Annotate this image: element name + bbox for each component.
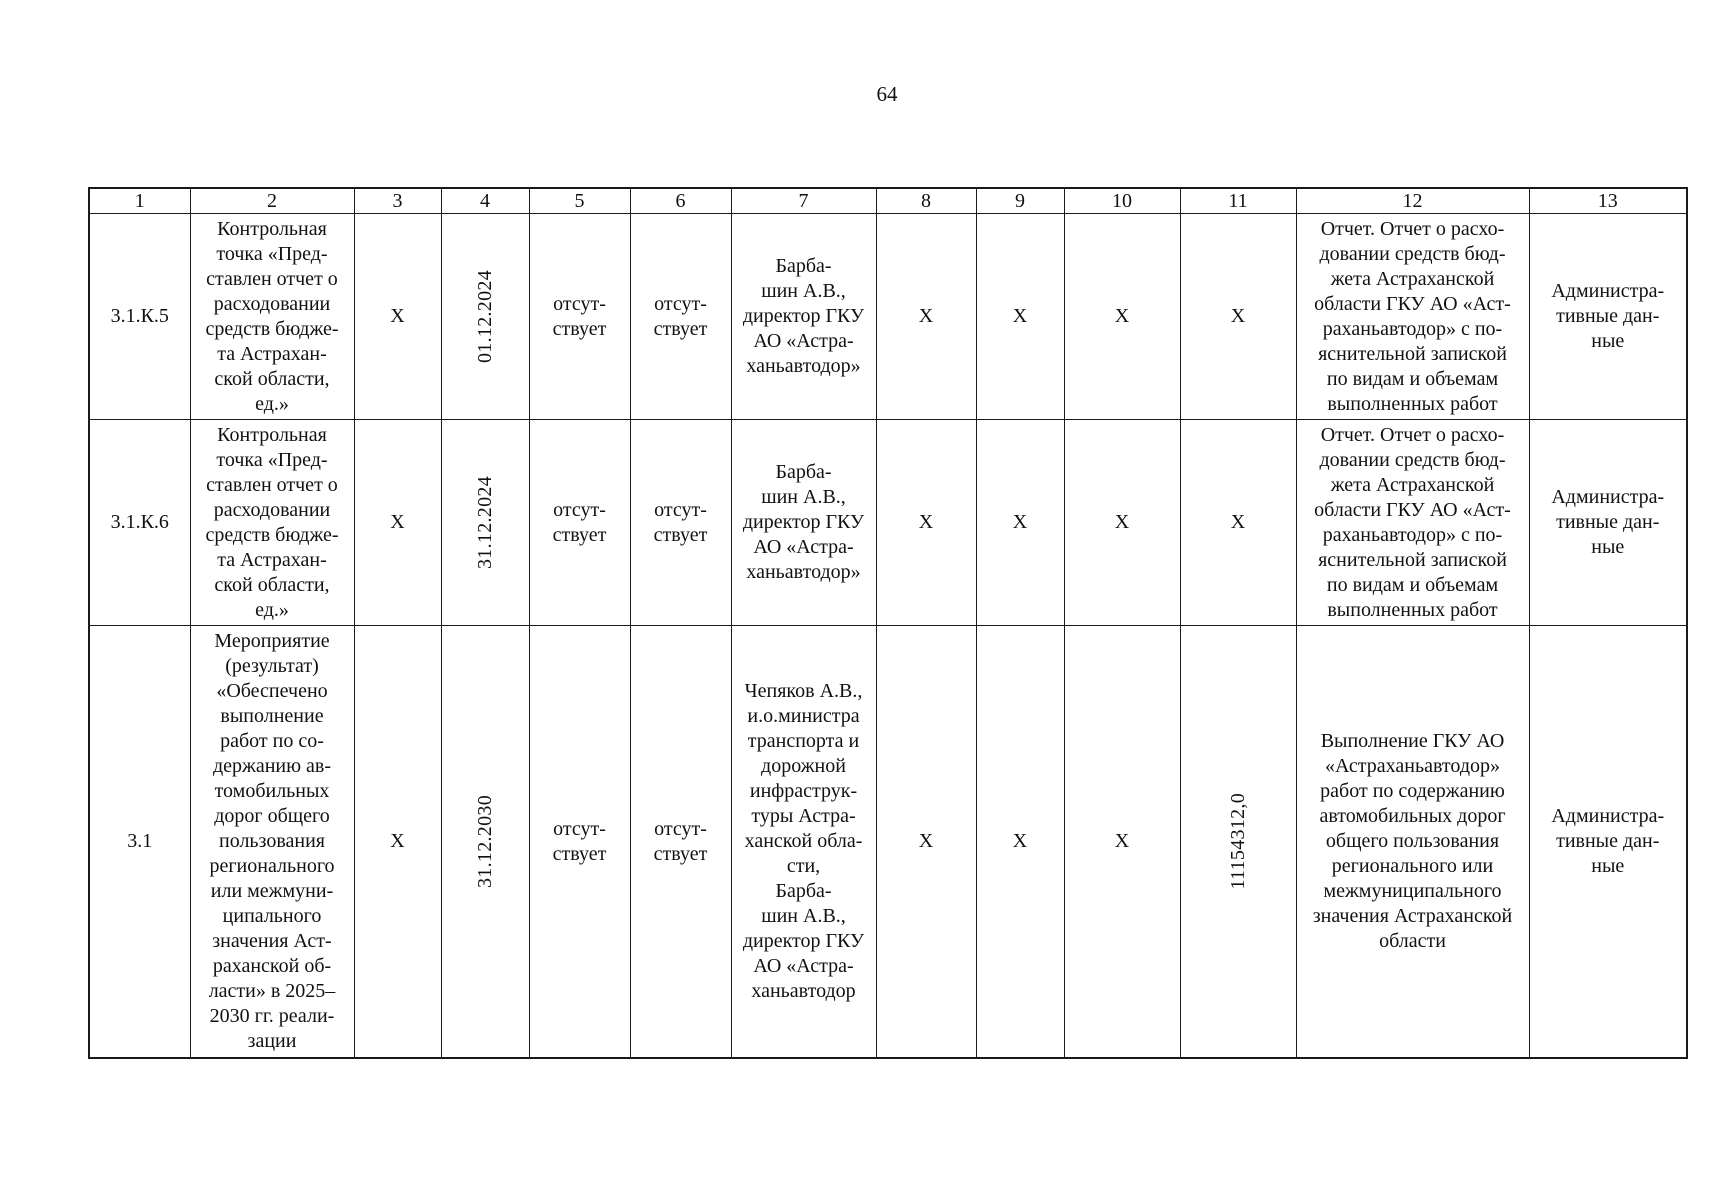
cell-col-3: X xyxy=(354,420,441,626)
date-cell xyxy=(441,214,529,420)
table-row xyxy=(89,214,1687,420)
row-id: 3.1 xyxy=(89,626,190,1059)
date-cell xyxy=(441,626,529,1059)
data-source: Администра- тивные дан- ные xyxy=(1529,420,1687,626)
cell-col-9: X xyxy=(976,214,1064,420)
column-number: 8 xyxy=(876,188,976,214)
responsible-person: Барба- шин А.В., директор ГКУ АО «Астра- ханьавтодор» xyxy=(731,214,876,420)
result-document: Отчет. Отчет о расхо- довании средств бюд- жета Астраханской области ГКУ АО «Аст- раханьавтодор» с по- яснительной запиской по видам и объемам выполненных работ xyxy=(1296,420,1529,626)
cell-col-11: X xyxy=(1180,420,1296,626)
column-number: 10 xyxy=(1064,188,1180,214)
column-number: 12 xyxy=(1296,188,1529,214)
cell-col-3: X xyxy=(354,214,441,420)
cell-col-6: отсут- ствует xyxy=(630,420,731,626)
column-number: 4 xyxy=(441,188,529,214)
checkpoint-name: Контрольная точка «Пред- ставлен отчет о расходовании средств бюдже- та Астрахан- ской области, ед.» xyxy=(190,214,354,420)
date-text: 01.12.2024 xyxy=(473,270,496,363)
column-number: 13 xyxy=(1529,188,1687,214)
data-source: Администра- тивные дан- ные xyxy=(1529,214,1687,420)
cell-col-8: X xyxy=(876,420,976,626)
table-row xyxy=(89,626,1687,1059)
column-number: 2 xyxy=(190,188,354,214)
cell-col-3: X xyxy=(354,626,441,1059)
column-number: 1 xyxy=(89,188,190,214)
column-number: 3 xyxy=(354,188,441,214)
cell-col-6: отсут- ствует xyxy=(630,214,731,420)
result-document: Отчет. Отчет о расхо- довании средств бюд- жета Астраханской области ГКУ АО «Аст- раханьавтодор» с по- яснительной запиской по видам и объемам выполненных работ xyxy=(1296,214,1529,420)
column-number: 5 xyxy=(529,188,630,214)
column-number: 9 xyxy=(976,188,1064,214)
cell-col-8: X xyxy=(876,214,976,420)
cell-col-9: X xyxy=(976,420,1064,626)
column-number: 11 xyxy=(1180,188,1296,214)
cell-col-6: отсут- ствует xyxy=(630,626,731,1059)
result-document: Выполнение ГКУ АО «Астраханьавтодор» работ по содержанию автомобильных дорог общего пользования регионального или межмуниципального значения Астраханской области xyxy=(1296,626,1529,1059)
date-text: 31.12.2030 xyxy=(473,795,496,888)
data-source: Администра- тивные дан- ные xyxy=(1529,626,1687,1059)
cell-col-10: X xyxy=(1064,214,1180,420)
column-number: 7 xyxy=(731,188,876,214)
date-cell xyxy=(441,420,529,626)
column-number: 6 xyxy=(630,188,731,214)
data-table xyxy=(88,187,1688,1059)
measure-name: Мероприятие (результат) «Обеспечено выполнение работ по со- держанию ав- томобильных дорог общего пользования регионального или межмуни- ципального значения Аст- раханской об- ласти» в 2025– 2030 гг. реали- зации xyxy=(190,626,354,1059)
cell-col-11: X xyxy=(1180,214,1296,420)
budget-amount: 11154312,0 xyxy=(1226,793,1249,890)
table-row xyxy=(89,420,1687,626)
cell-col-10: X xyxy=(1064,420,1180,626)
responsible-person: Чепяков А.В., и.о.министра транспорта и дорожной инфраструк- туры Астра- ханской обла- сти, Барба- шин А.В., директор ГКУ АО «Астра- ханьавтодор xyxy=(731,626,876,1059)
responsible-person: Барба- шин А.В., директор ГКУ АО «Астра- ханьавтодор» xyxy=(731,420,876,626)
page-number: 64 xyxy=(876,82,898,106)
cell-col-5: отсут- ствует xyxy=(529,626,630,1059)
cell-col-10: X xyxy=(1064,626,1180,1059)
cell-col-5: отсут- ствует xyxy=(529,214,630,420)
date-text: 31.12.2024 xyxy=(473,476,496,569)
column-number-row xyxy=(89,188,1687,214)
cell-col-9: X xyxy=(976,626,1064,1059)
row-id: 3.1.К.5 xyxy=(89,214,190,420)
row-id: 3.1.К.6 xyxy=(89,420,190,626)
checkpoint-name: Контрольная точка «Пред- ставлен отчет о расходовании средств бюдже- та Астрахан- ской области, ед.» xyxy=(190,420,354,626)
cell-col-8: X xyxy=(876,626,976,1059)
cell-col-5: отсут- ствует xyxy=(529,420,630,626)
budget-amount-cell xyxy=(1180,626,1296,1059)
